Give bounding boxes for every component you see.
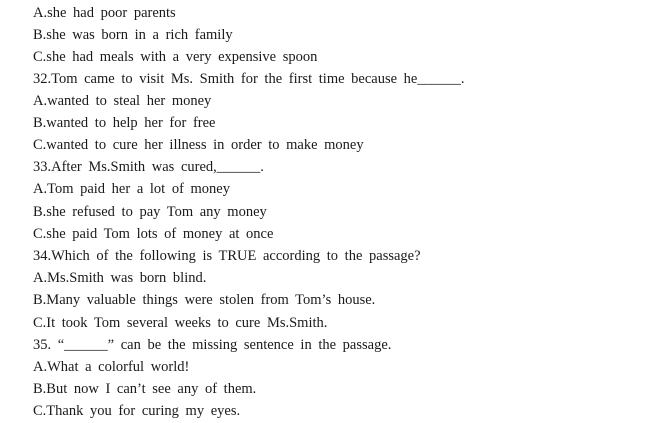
q35-option-b: B.But now I can’t see any of them. xyxy=(33,381,257,397)
q31-option-c: C.she had meals with a very expensive spoon xyxy=(33,49,318,65)
q31-option-a: A.she had poor parents xyxy=(33,5,176,21)
question-35: 35. “______” can be the missing sentence in the passage. xyxy=(33,337,392,353)
q32-option-c: C.wanted to cure her illness in order to make money xyxy=(33,137,364,153)
q35-option-c: C.Thank you for curing my eyes. xyxy=(33,403,241,419)
question-33: 33.After Ms.Smith was cured,______. xyxy=(33,159,264,175)
q34-option-a: A.Ms.Smith was born blind. xyxy=(33,270,207,286)
q33-option-c: C.she paid Tom lots of money at once xyxy=(33,226,274,242)
q33-option-a: A.Tom paid her a lot of money xyxy=(33,181,230,197)
q34-option-c: C.It took Tom several weeks to cure Ms.Smith. xyxy=(33,315,328,331)
q32-option-a: A.wanted to steal her money xyxy=(33,93,212,109)
q33-option-b: B.she refused to pay Tom any money xyxy=(33,204,267,220)
question-32: 32.Tom came to visit Ms. Smith for the first time because he______. xyxy=(33,71,465,87)
q32-option-b: B.wanted to help her for free xyxy=(33,115,216,131)
q35-option-a: A.What a colorful world! xyxy=(33,359,190,375)
q34-option-b: B.Many valuable things were stolen from Tom’s house. xyxy=(33,292,376,308)
question-34: 34.Which of the following is TRUE according to the passage? xyxy=(33,248,421,264)
q31-option-b: B.she was born in a rich family xyxy=(33,27,233,43)
